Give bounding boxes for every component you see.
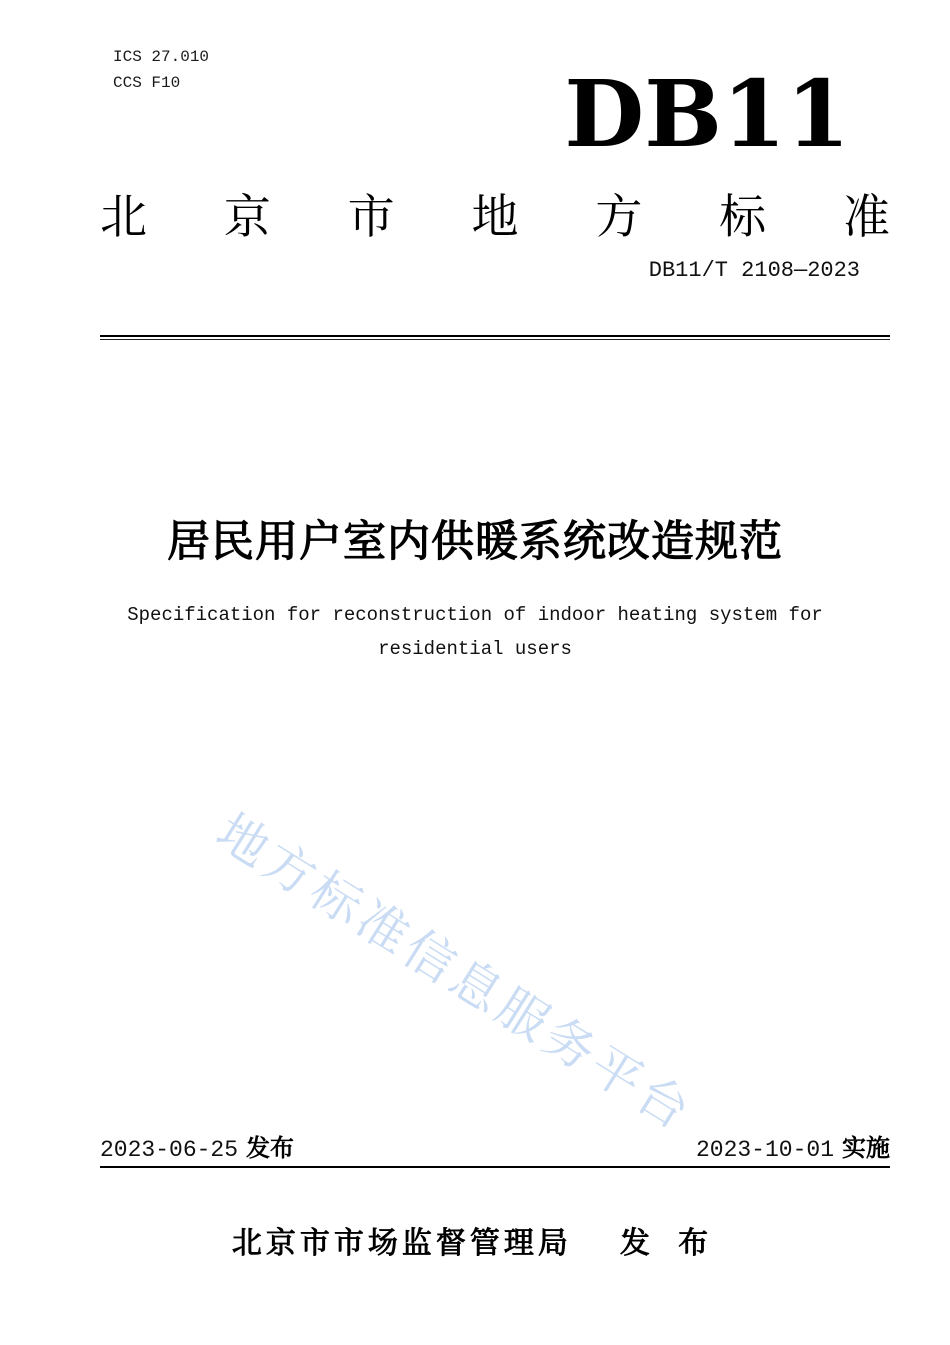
ics-code: ICS 27.010 [113,48,210,66]
std-char: 标 [719,190,767,243]
implementation-label: 实施 [842,1135,890,1162]
issue-label: 发布 [246,1135,295,1162]
implementation-date-group [696,1128,890,1163]
std-char: 京 [223,190,271,243]
classification-codes [113,44,209,96]
ccs-code: CCS F10 [113,74,181,92]
date-row [100,1128,890,1168]
publisher-row [0,1218,950,1262]
std-char: 地 [471,190,519,243]
std-char: 准 [842,190,890,243]
diagonal-watermark: 地方标准信息服务平台 [206,803,704,1143]
document-title-chinese: 居民用户室内供暖系统改造规范 [167,518,783,566]
issue-date-group [100,1128,294,1163]
standard-type-title [100,180,890,247]
publish-label: 发 布 [619,1227,719,1260]
db11-logo: DB11 [564,60,850,168]
std-char: 北 [100,190,147,243]
std-char: 市 [347,190,395,243]
title-english-line2: residential users [378,638,572,660]
document-title-english [0,598,950,666]
implementation-date: 2023-10-01 [695,1137,834,1163]
standard-number: DB11/T 2108—2023 [648,258,860,283]
issue-date: 2023-06-25 [100,1137,239,1163]
title-english-line1: Specification for reconstruction of indoor heating system for [127,604,823,626]
header-divider-rule [100,335,890,340]
std-char: 方 [595,190,643,243]
publisher-name: 北京市市场监督管理局 [231,1227,572,1260]
